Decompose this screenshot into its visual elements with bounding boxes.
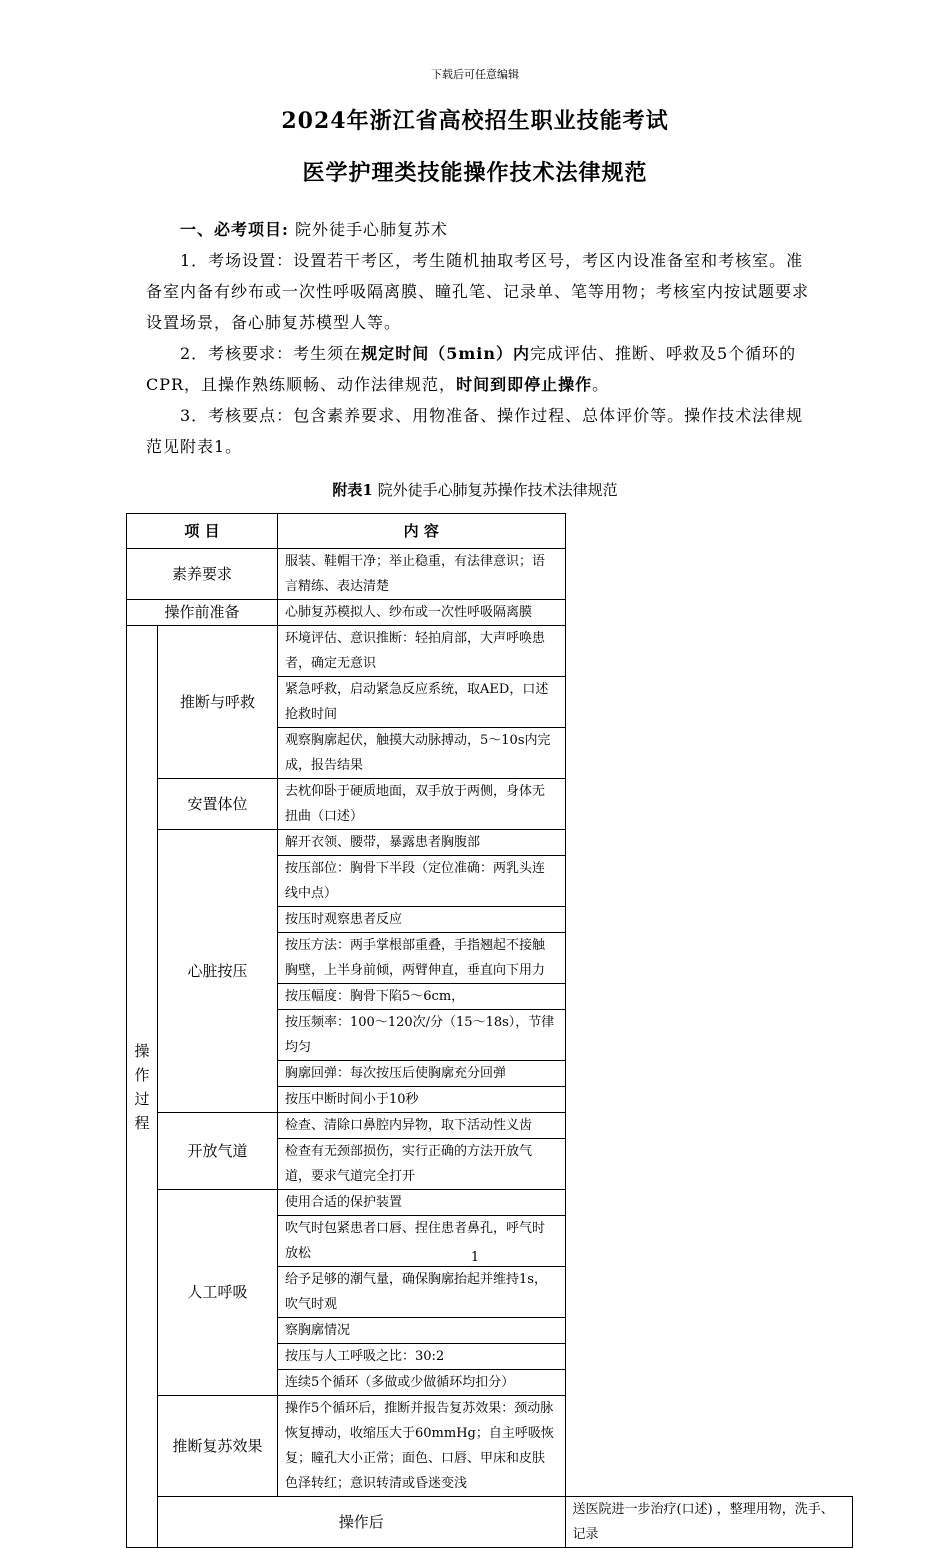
item-2-part3: 。 bbox=[592, 375, 610, 394]
table-row bbox=[127, 1396, 853, 1497]
item-2-part2: 完成评估、推断、呼救及5个循环的CPR，且操作熟练顺畅、动作法律规范， bbox=[146, 344, 797, 394]
row-content: 按压部位：胸骨下半段（定位准确：两乳头连线中点） bbox=[278, 856, 565, 907]
row-content: 使用合适的保护装置 bbox=[278, 1190, 565, 1216]
table-row bbox=[127, 626, 853, 677]
row-category: 操作前准备 bbox=[127, 600, 278, 626]
item-2-bold1: 规定时间（5min）内 bbox=[361, 344, 530, 363]
row-content: 按压与人工呼吸之比：30:2 bbox=[278, 1344, 565, 1370]
table-row bbox=[127, 779, 853, 830]
group-position: 安置体位 bbox=[158, 779, 278, 830]
row-content: 吹气时包紧患者口唇、捏住患者鼻孔，呼气时放松 bbox=[278, 1216, 565, 1267]
row-content: 去枕仰卧于硬质地面，双手放于两侧，身体无扭曲（口述） bbox=[278, 779, 565, 830]
header-item: 项 目 bbox=[127, 514, 278, 549]
caption-label: 附表1 bbox=[332, 481, 373, 499]
process-label bbox=[127, 626, 158, 1548]
item-2-bold2: 时间到即停止操作 bbox=[456, 375, 593, 394]
table-header-row bbox=[127, 514, 853, 549]
row-content: 操作5个循环后，推断并报告复苏效果：颈动脉恢复搏动，收缩压大于60mmHg；自主呼吸恢复；瞳孔大小正常；面色、口唇、甲床和皮肤色泽转红；意识转清或昏迷变浅 bbox=[278, 1396, 565, 1497]
header-content: 内 容 bbox=[278, 514, 565, 549]
item-1: 1．考场设置：设置若干考区，考生随机抽取考区号，考区内设准备室和考核室。准备室内备有纱布或一次性呼吸隔离膜、瞳孔笔、记录单、笔等用物；考核室内按试题要求设置场景，备心肺复苏模型人等。 bbox=[146, 251, 810, 332]
process-char: 程 bbox=[134, 1113, 150, 1132]
table-caption bbox=[0, 479, 950, 500]
item-3: 3．考核要点：包含素养要求、用物准备、操作过程、总体评价等。操作技术法律规范见附表1。 bbox=[146, 406, 804, 456]
process-char: 过 bbox=[134, 1089, 150, 1108]
table-row bbox=[127, 1190, 853, 1216]
row-content: 胸廓回弹：每次按压后使胸廓充分回弹 bbox=[278, 1061, 565, 1087]
row-content: 按压时观察患者反应 bbox=[278, 907, 565, 933]
row-content: 观察胸廓起伏，触摸大动脉搏动，5～10s内完成，报告结果 bbox=[278, 728, 565, 779]
row-content: 连续5个循环（多做或少做循环均扣分） bbox=[278, 1370, 565, 1396]
section-text: 院外徒手心肺复苏术 bbox=[295, 220, 449, 239]
process-char: 作 bbox=[134, 1065, 150, 1084]
group-breath: 人工呼吸 bbox=[158, 1190, 278, 1396]
caption-text: 院外徒手心肺复苏操作技术法律规范 bbox=[372, 481, 618, 499]
page-title: 2024年浙江省高校招生职业技能考试 bbox=[281, 108, 669, 134]
group-effect: 推断复苏效果 bbox=[158, 1396, 278, 1497]
section-label: 一、必考项目: bbox=[180, 220, 289, 239]
group-compress: 心脏按压 bbox=[158, 830, 278, 1113]
row-content: 环境评估、意识推断：轻拍肩部，大声呼唤患者，确定无意识 bbox=[278, 626, 565, 677]
row-content: 按压频率：100～120次/分（15～18s），节律均匀 bbox=[278, 1010, 565, 1061]
page-number: 1 bbox=[470, 1250, 480, 1265]
item-2-part1: 2．考核要求：考生须在 bbox=[180, 344, 362, 363]
row-content: 紧急呼救，启动紧急反应系统，取AED，口述抢救时间 bbox=[278, 677, 565, 728]
row-category: 操作后 bbox=[158, 1497, 566, 1548]
table-row bbox=[127, 549, 853, 600]
row-content: 解开衣领、腰带，暴露患者胸腹部 bbox=[278, 830, 565, 856]
spec-table bbox=[126, 513, 853, 1548]
row-content: 按压中断时间小于10秒 bbox=[278, 1087, 565, 1113]
table-row bbox=[127, 1113, 853, 1139]
row-content: 服装、鞋帽干净；举止稳重，有法律意识；语言精练、表达清楚 bbox=[278, 549, 565, 600]
row-content: 送医院进一步治疗(口述) ，整理用物，洗手、记录 bbox=[565, 1497, 853, 1548]
group-airway: 开放气道 bbox=[158, 1113, 278, 1190]
row-content: 给予足够的潮气量，确保胸廓抬起并维持1s，吹气时观 bbox=[278, 1267, 565, 1318]
header-note: 下载后可任意编辑 bbox=[431, 68, 519, 81]
row-content: 按压方法：两手掌根部重叠，手指翘起不接触胸壁，上半身前倾，两臂伸直，垂直向下用力 bbox=[278, 933, 565, 984]
body-text bbox=[146, 214, 810, 462]
row-content: 检查、清除口鼻腔内异物，取下活动性义齿 bbox=[278, 1113, 565, 1139]
page-subtitle: 医学护理类技能操作技术法律规范 bbox=[302, 160, 648, 186]
process-char: 操 bbox=[134, 1041, 150, 1060]
row-category: 素养要求 bbox=[127, 549, 278, 600]
row-content: 察胸廓情况 bbox=[278, 1318, 565, 1344]
item-2 bbox=[146, 338, 810, 400]
table-row bbox=[127, 1497, 853, 1548]
row-content: 检查有无颈部损伤，实行正确的方法开放气道，要求气道完全打开 bbox=[278, 1139, 565, 1190]
row-content: 心肺复苏模拟人、纱布或一次性呼吸隔离膜 bbox=[278, 600, 565, 626]
group-judge: 推断与呼救 bbox=[158, 626, 278, 779]
table-row bbox=[127, 830, 853, 856]
row-content: 按压幅度：胸骨下陷5～6cm， bbox=[278, 984, 565, 1010]
table-row bbox=[127, 600, 853, 626]
section-heading bbox=[146, 214, 810, 245]
